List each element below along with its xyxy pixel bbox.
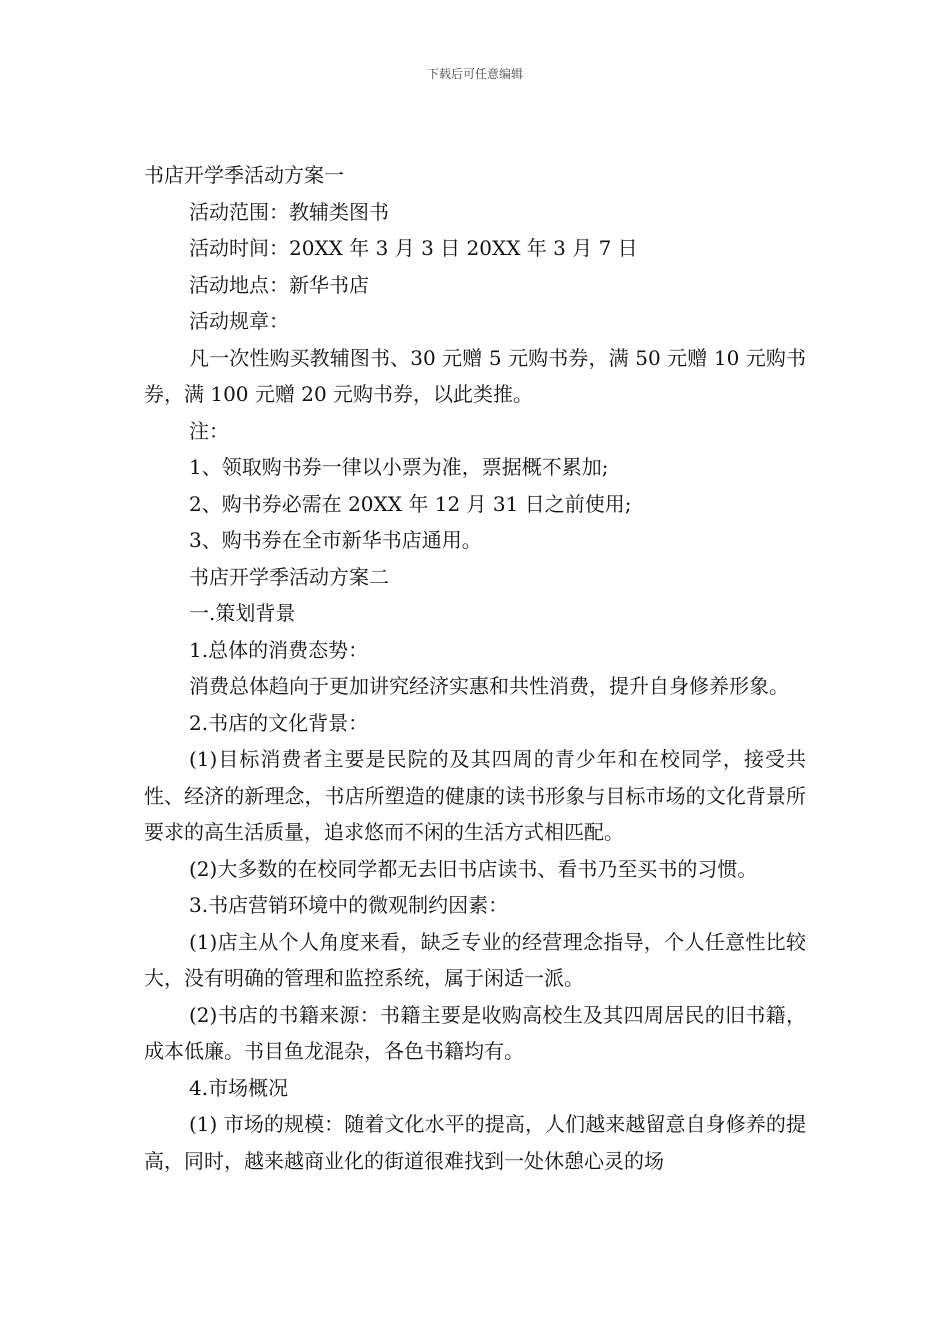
paragraph: 一.策划背景 [189, 601, 296, 625]
paragraph: 3.书店营销环境中的微观制约因素： [189, 893, 509, 917]
paragraph: 2.书店的文化背景： [189, 710, 369, 735]
paragraph: 活动规章： [189, 309, 289, 333]
paragraph: 凡一次性购买教辅图书、30 元赠 5 元购书券，满 50 元赠 10 元购书券，满 100 元赠 20 元购书券，以此类推。 [144, 345, 806, 406]
paragraph: 注： [189, 418, 229, 443]
paragraph: 4.市场概况 [189, 1075, 289, 1100]
paragraph: 2、购书券必需在 20XX 年 12 月 31 日之前使用; [189, 491, 632, 516]
paragraph: 1.总体的消费态势： [189, 637, 369, 662]
paragraph: 活动地点：新华书店 [189, 272, 369, 297]
paragraph: 1、领取购书券一律以小票为准，票据概不累加; [189, 455, 609, 479]
paragraph: 消费总体趋向于更加讲究经济实惠和共性消费，提升自身修养形象。 [189, 674, 789, 698]
paragraph: (2)大多数的在校同学都无去旧书店读书、看书乃至买书的习惯。 [189, 856, 758, 881]
paragraph: 书店开学季活动方案一 [144, 163, 344, 187]
paragraph: 书店开学季活动方案二 [189, 564, 389, 589]
paragraph: (1)店主从个人角度来看，缺乏专业的经营理念指导，个人任意性比较大，没有明确的管理和监控系统，属于闲适一派。 [144, 929, 806, 990]
paragraph: (2)书店的书籍来源：书籍主要是收购高校生及其四周居民的旧书籍，成本低廉。书目鱼龙混杂，各色书籍均有。 [144, 1002, 806, 1063]
page-header: 下载后可任意编辑 [426, 67, 523, 81]
document-body [144, 157, 806, 1179]
paragraph: 3、购书券在全市新华书店通用。 [189, 528, 482, 552]
paragraph: 活动时间：20XX 年 3 月 3 日 20XX 年 3 月 7 日 [189, 236, 638, 260]
paragraph: (1) 市场的规模：随着文化水平的提高，人们越来越留意自身修养的提高，同时，越来越商业化的街道很难找到一处休憩心灵的场 [144, 1112, 806, 1173]
paragraph: (1)目标消费者主要是民院的及其四周的青少年和在校同学，接受共性、经济的新理念，书店所塑造的健康的读书形象与目标市场的文化背景所要求的高生活质量，追求悠而不闲的生活方式相匹配。 [144, 747, 806, 844]
paragraph: 活动范围：教辅类图书 [189, 199, 389, 224]
